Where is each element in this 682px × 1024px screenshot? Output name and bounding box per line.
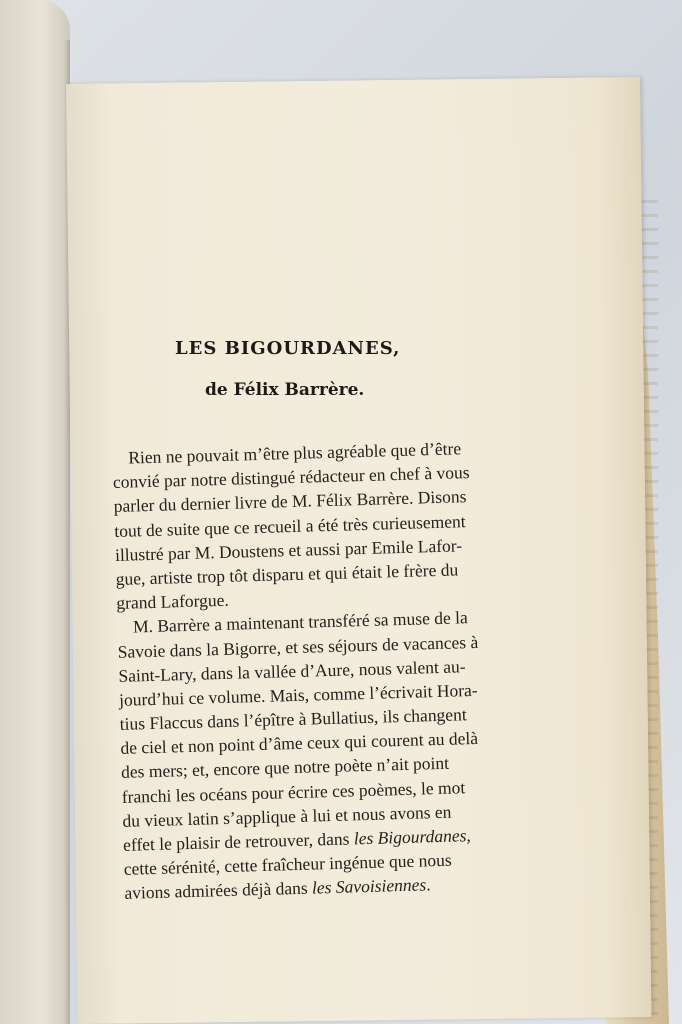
text-line: des mers; et, encore que notre poète n’ait point [120, 753, 450, 783]
text-line: grand Laforgue. [116, 589, 230, 614]
text-line: Savoie dans la Bigorre, et ses séjours de vacances à [117, 631, 479, 662]
text-line: jourd’hui ce volume. Mais, comme l’écrivait Hora- [118, 679, 478, 710]
article-title: LES BIGOURDANES, [175, 338, 401, 359]
text-line: franchi les océans pour écrire ces poèmes, le mot [121, 776, 466, 807]
left-page [0, 0, 70, 1024]
book-title-italic: les Bigourdanes, [353, 825, 472, 849]
text-line: convié par notre distingué rédacteur en chef à vous [112, 462, 470, 493]
text-line: de ciel et non point d’âme ceux qui courent au delà [120, 728, 479, 759]
text-segment: avions admirées déjà dans [124, 877, 313, 904]
book-title-italic: les Savoisiennes [311, 874, 427, 898]
text-line: tius Flaccus dans l’épître à Bullatius, ils changent [119, 704, 467, 734]
text-line: tout de suite que ce recueil a été très curieusement [114, 510, 466, 541]
text-segment: effet le plaisir de retrouver, dans [122, 828, 355, 855]
text-line: parler du dernier livre de M. Félix Barrère. Disons [113, 486, 467, 517]
text-line: gue, artiste trop tôt disparu et qui était le frère du [115, 559, 459, 589]
text-line: illustré par M. Doustens et aussi par Emile Lafor- [114, 535, 463, 565]
text-line: cette sérénité, cette fraîcheur ingénue que nous [123, 849, 452, 880]
article-subtitle: de Félix Barrère. [205, 380, 365, 400]
text-line: du vieux latin s’applique à lui et nous avons en [122, 801, 452, 831]
text-line: Rien ne pouvait m’être plus agréable que d’être [128, 438, 462, 468]
text-line: M. Barrère a maintenant transféré sa muse de la [132, 607, 469, 637]
text-segment: . [425, 874, 431, 895]
article-body [112, 434, 545, 905]
text-line: Saint-Lary, dans la vallée d’Aure, nous valent au- [118, 655, 466, 686]
